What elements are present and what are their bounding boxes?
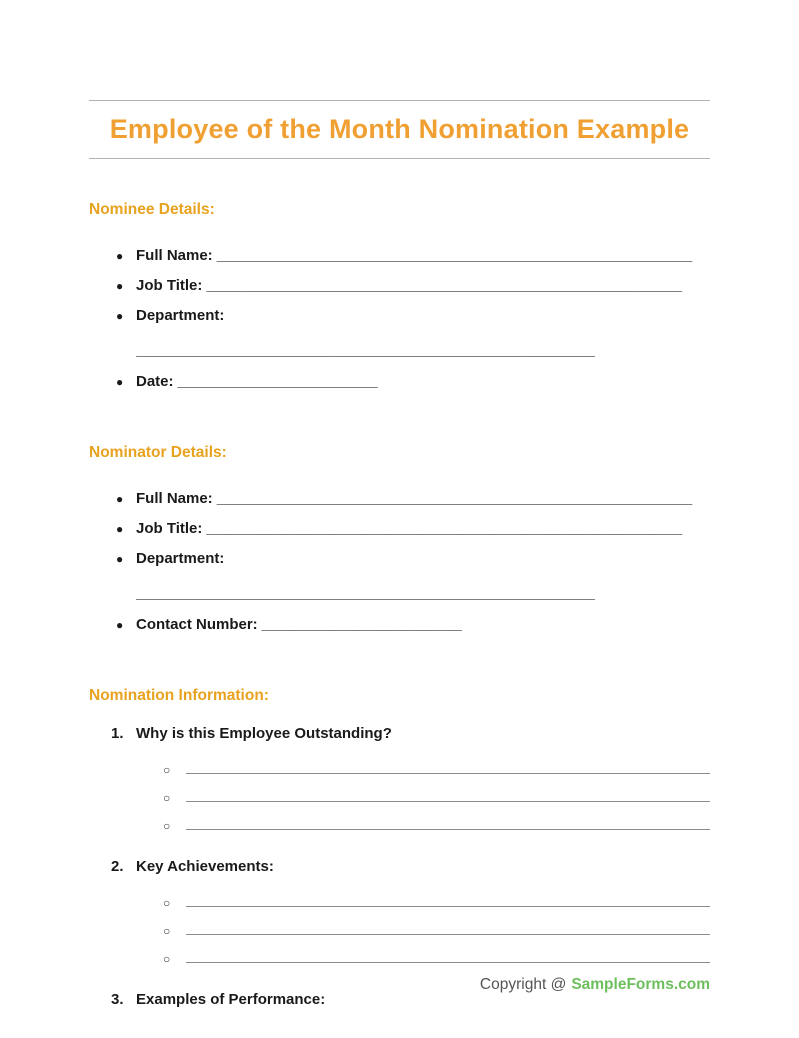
field-text — [136, 271, 682, 300]
field-text — [136, 544, 224, 573]
question-1-answer-lines — [89, 754, 710, 838]
page-title: Employee of the Month Nomination Example — [109, 114, 690, 144]
nominee-job-title-blank: _________________________________________________________ — [206, 277, 682, 294]
answer-line-row — [163, 754, 710, 782]
field-text — [136, 514, 682, 543]
filled-bullet-icon: ● — [116, 618, 124, 632]
question-2-text: Key Achievements: — [136, 858, 274, 875]
answer-line-row — [163, 943, 710, 971]
blank-answer-line — [186, 943, 710, 963]
question-1-text: Why is this Employee Outstanding? — [136, 725, 392, 742]
section-heading-nominee-details: Nominee Details: — [89, 201, 215, 218]
answer-line-row — [163, 782, 710, 810]
top-divider — [89, 100, 710, 101]
nominator-department-blank: _______________________________________________________ — [136, 585, 595, 602]
nominee-department-blank: _______________________________________________________ — [136, 342, 595, 359]
nominee-field-list — [89, 241, 710, 397]
blank-answer-line — [186, 810, 710, 830]
filled-bullet-icon: ● — [116, 522, 124, 536]
nominator-field-list — [89, 484, 710, 640]
answer-line-row — [163, 915, 710, 943]
blank-answer-line — [186, 754, 710, 774]
filled-bullet-icon: ● — [116, 492, 124, 506]
hollow-bullet-icon: ○ — [163, 763, 171, 777]
question-1 — [89, 719, 710, 748]
field-nominee-date — [89, 367, 710, 397]
field-nominee-full-name — [89, 241, 710, 271]
brand-name: SampleForms.com — [571, 976, 710, 993]
question-2-answer-lines — [89, 887, 710, 971]
blank-answer-line — [186, 782, 710, 802]
copyright-text: Copyright @ — [479, 976, 567, 993]
field-text — [136, 610, 462, 639]
field-nominator-contact-number — [89, 610, 710, 640]
blank-answer-line — [186, 915, 710, 935]
filled-bullet-icon: ● — [116, 375, 124, 389]
hollow-bullet-icon: ○ — [163, 924, 171, 938]
question-1-number: 1. — [111, 725, 124, 742]
blank-answer-line — [186, 887, 710, 907]
nominee-full-name-blank: _________________________________________________________ — [216, 247, 693, 264]
filled-bullet-icon: ● — [116, 249, 124, 263]
question-3-number: 3. — [111, 991, 124, 1008]
question-2 — [89, 852, 710, 881]
filled-bullet-icon: ● — [116, 279, 124, 293]
section-heading-nominator-details: Nominator Details: — [89, 444, 227, 461]
field-nominator-full-name — [89, 484, 710, 514]
footer-copyright — [480, 976, 710, 994]
nominator-full-name-blank: _________________________________________________________ — [216, 490, 693, 507]
nominee-department-label: Department: — [136, 307, 225, 324]
nominator-job-title-blank: _________________________________________________________ — [206, 520, 682, 537]
hollow-bullet-icon: ○ — [163, 896, 171, 910]
field-nominator-job-title — [89, 514, 710, 544]
nominator-department-label: Department: — [136, 550, 225, 567]
field-text — [136, 484, 692, 513]
answer-line-row — [163, 810, 710, 838]
field-nominee-department — [89, 301, 710, 331]
nominee-date-blank: ________________________ — [177, 373, 378, 390]
hollow-bullet-icon: ○ — [163, 952, 171, 966]
field-text — [136, 367, 378, 396]
question-3-text: Examples of Performance: — [136, 991, 326, 1008]
field-text — [136, 241, 692, 270]
nominator-full-name-label: Full Name: — [136, 490, 213, 507]
nominee-date-label: Date: — [136, 373, 174, 390]
document-content — [89, 159, 710, 1014]
nominator-contact-number-label: Contact Number: — [136, 616, 258, 633]
nominee-full-name-label: Full Name: — [136, 247, 213, 264]
hollow-bullet-icon: ○ — [163, 819, 171, 833]
section-heading-nomination-information: Nomination Information: — [89, 687, 269, 704]
answer-line-row — [163, 887, 710, 915]
filled-bullet-icon: ● — [116, 309, 124, 323]
nominator-contact-number-blank: ________________________ — [261, 616, 462, 633]
field-text — [136, 301, 224, 330]
nominator-job-title-label: Job Title: — [136, 520, 203, 537]
field-nominee-job-title — [89, 271, 710, 301]
hollow-bullet-icon: ○ — [163, 791, 171, 805]
nominee-job-title-label: Job Title: — [136, 277, 203, 294]
question-2-number: 2. — [111, 858, 124, 875]
field-nominator-department — [89, 544, 710, 574]
filled-bullet-icon: ● — [116, 552, 124, 566]
